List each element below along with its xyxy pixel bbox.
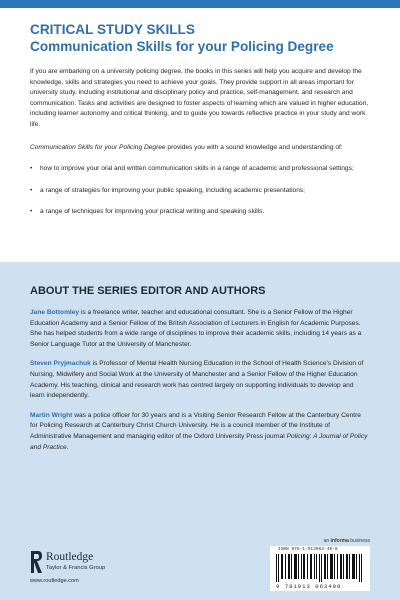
informa-wordmark: informa bbox=[330, 538, 349, 544]
series-title: CRITICAL STUDY SKILLS bbox=[30, 22, 195, 37]
book-title: Communication Skills for your Policing Degree bbox=[30, 39, 334, 54]
publisher-url: www.routledge.com bbox=[30, 578, 79, 584]
routledge-r-icon bbox=[30, 550, 43, 574]
journal-title: Policing: A Journal of Policy and Practice bbox=[30, 432, 368, 451]
barcode bbox=[270, 546, 370, 591]
list-item-text: how to improve your oral and written communication skills in a range of academic and professional settings; bbox=[40, 165, 354, 173]
barcode-bars-icon bbox=[276, 554, 364, 582]
bio-paragraph bbox=[30, 308, 370, 350]
author-name: Jane Bottomley bbox=[30, 309, 80, 316]
bio-paragraph bbox=[30, 411, 370, 453]
isbn-label: ISBN 978-1-913063-49-8 bbox=[278, 548, 338, 552]
provides-book-title: Communication Skills for your Policing Degree bbox=[30, 143, 166, 151]
list-item-text: a range of strategies for improving your public speaking, including academic presentations; bbox=[40, 186, 305, 194]
bio-paragraph bbox=[30, 359, 370, 401]
bio-text: was a police officer for 30 years and is a Visiting Senior Research Fellow at the Canterbury Centre for Policing Research at Canterbury Christ Church University. He is a council member of the Institute of Administrative Management and managing editor of the Oxford University Press journal bbox=[30, 411, 361, 440]
list-item bbox=[30, 164, 370, 175]
publisher-name: Routledge bbox=[46, 551, 94, 563]
list-item bbox=[30, 207, 370, 218]
publisher-logo bbox=[30, 550, 150, 590]
barcode-digits: 9 781913 063498 bbox=[276, 583, 342, 590]
bullet-dot-icon: • bbox=[30, 165, 33, 173]
intro-paragraph: If you are embarking on a university policing degree, the books in this series will help you acquire and develop the knowledge, skills and strategies you need to achieve your goals. They provide support in all areas important for university study, including institutional and disciplinary policy and practice, self-management, and research and communication. Tasks and activities are designed to foster aspects of learning which are valued in higher education, including learner autonomy and critical thinking, and to guide you towards reflective practice in your study and work life. bbox=[30, 68, 369, 128]
about-heading: ABOUT THE SERIES EDITOR AND AUTHORS bbox=[30, 285, 266, 297]
author-name: Martin Wright bbox=[30, 411, 73, 419]
author-name: Steven Pryjmachuk bbox=[30, 360, 91, 368]
bio-end: . bbox=[66, 443, 69, 451]
bio-text: is Professor of Mental Health Nursing Education in the School of Health Science’s Division of Nursing, Midwifery and Social Work at the University of Manchester and a Senior Fellow of the Higher Education Academy. His teaching, clinical and research work has centred largely on supporting individuals to develop and learn independently. bbox=[30, 360, 364, 400]
bullet-dot-icon: • bbox=[30, 208, 33, 216]
bio-text: is a freelance writer, teacher and educational consultant. She is a Senior Fellow of the Higher Education Academy and a Senior Fellow of the British Association of Lecturers in English for Academic Purposes. She has helped students from a wide range of disciplines to improve their academic skills, including 14 years as a Senior Language Tutor at the University of Manchester. bbox=[30, 309, 362, 348]
informa-tagline: an informa business bbox=[323, 538, 370, 544]
provides-paragraph bbox=[30, 143, 370, 154]
bullet-dot-icon: • bbox=[30, 186, 33, 194]
benefits-list bbox=[30, 164, 370, 218]
list-item-text: a range of techniques for improving your practical writing and speaking skills. bbox=[40, 208, 265, 216]
publisher-group: Taylor & Francis Group bbox=[46, 565, 106, 571]
upper-panel bbox=[0, 0, 400, 262]
list-item bbox=[30, 186, 370, 197]
provides-rest: provides you with a sound knowledge and understanding of: bbox=[165, 143, 343, 151]
